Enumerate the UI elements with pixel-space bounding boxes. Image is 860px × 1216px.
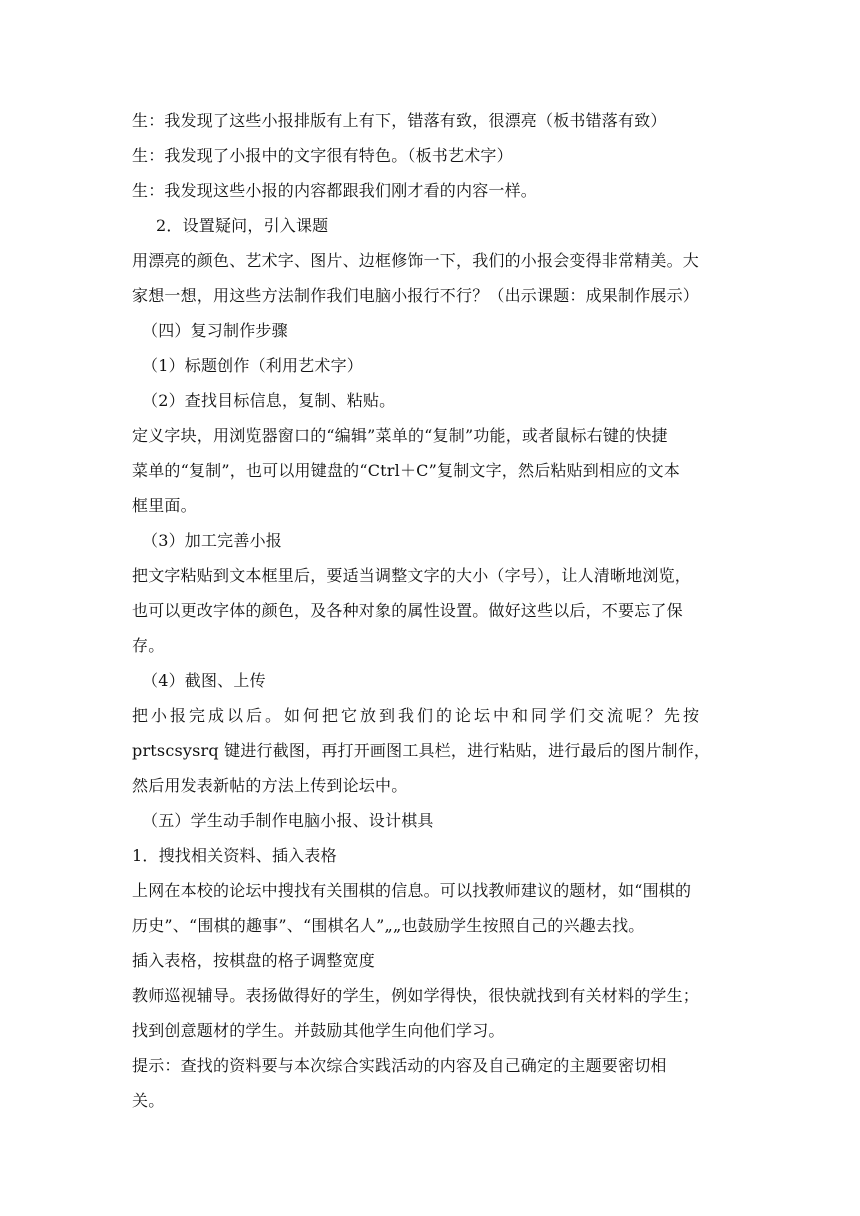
step-heading: （1）标题创作（利用艺术字） bbox=[142, 356, 363, 375]
section-heading: （四）复习制作步骤 bbox=[142, 321, 288, 340]
step-heading: （2）查找目标信息，复制、粘贴。 bbox=[142, 391, 396, 410]
text-line: 插入表格，按棋盘的格子调整宽度 bbox=[132, 951, 376, 970]
text-line: 生：我发现这些小报的内容都跟我们刚才看的内容一样。 bbox=[132, 181, 538, 200]
text-line: 找到创意题材的学生。并鼓励其他学生向他们学习。 bbox=[132, 1021, 505, 1040]
text-line: 关。 bbox=[132, 1091, 165, 1110]
text-line: 定义字块，用浏览器窗口的“编辑”菜单的“复制”功能，或者鼠标右键的快捷 bbox=[132, 426, 668, 445]
text-line: 家想一想，用这些方法制作我们电脑小报行不行？（出示课题：成果制作展示） bbox=[132, 286, 700, 305]
text-line: 然后用发表新帖的方法上传到论坛中。 bbox=[132, 776, 408, 795]
text-line: 框里面。 bbox=[132, 496, 197, 515]
section-heading: 2．设置疑问，引入课题 bbox=[156, 216, 329, 235]
text-line: 上网在本校的论坛中搜找有关围棋的信息。可以找教师建议的题材，如“围棋的 bbox=[132, 881, 692, 900]
text-line: 用漂亮的颜色、艺术字、图片、边框修饰一下，我们的小报会变得非常精美。大 bbox=[132, 251, 700, 270]
document-body bbox=[132, 103, 732, 1118]
text-line: 存。 bbox=[132, 636, 165, 655]
text-line: prtscsysrq 键进行截图，再打开画图工具栏，进行粘贴，进行最后的图片制作， bbox=[132, 741, 711, 760]
text-line: 历史”、“围棋的趣事”、“围棋名人”„„也鼓励学生按照自己的兴趣去找。 bbox=[132, 916, 645, 935]
step-heading: （3）加工完善小报 bbox=[142, 531, 282, 550]
text-line: 把小报完成以后。如何把它放到我们的论坛中和同学们交流呢？先按 bbox=[132, 706, 703, 725]
text-line: 教师巡视辅导。表扬做得好的学生，例如学得快，很快就找到有关材料的学生； bbox=[132, 986, 700, 1005]
text-line: 生：我发现了这些小报排版有上有下，错落有致，很漂亮（板书错落有致） bbox=[132, 111, 667, 130]
text-line: 也可以更改字体的颜色，及各种对象的属性设置。做好这些以后，不要忘了保 bbox=[132, 601, 683, 620]
step-heading: 1．搜找相关资料、插入表格 bbox=[132, 846, 337, 865]
step-heading: （4）截图、上传 bbox=[142, 671, 266, 690]
text-line: 提示：查找的资料要与本次综合实践活动的内容及自己确定的主题要密切相 bbox=[132, 1056, 667, 1075]
text-line: 把文字粘贴到文本框里后，要适当调整文字的大小（字号），让人清晰地浏览， bbox=[132, 566, 692, 585]
section-heading: （五）学生动手制作电脑小报、设计棋具 bbox=[142, 811, 434, 830]
text-line: 生：我发现了小报中的文字很有特色。（板书艺术字） bbox=[132, 146, 513, 165]
text-line: 菜单的“复制”，也可以用键盘的“Ctrl＋C”复制文字，然后粘贴到相应的文本 bbox=[132, 461, 680, 480]
